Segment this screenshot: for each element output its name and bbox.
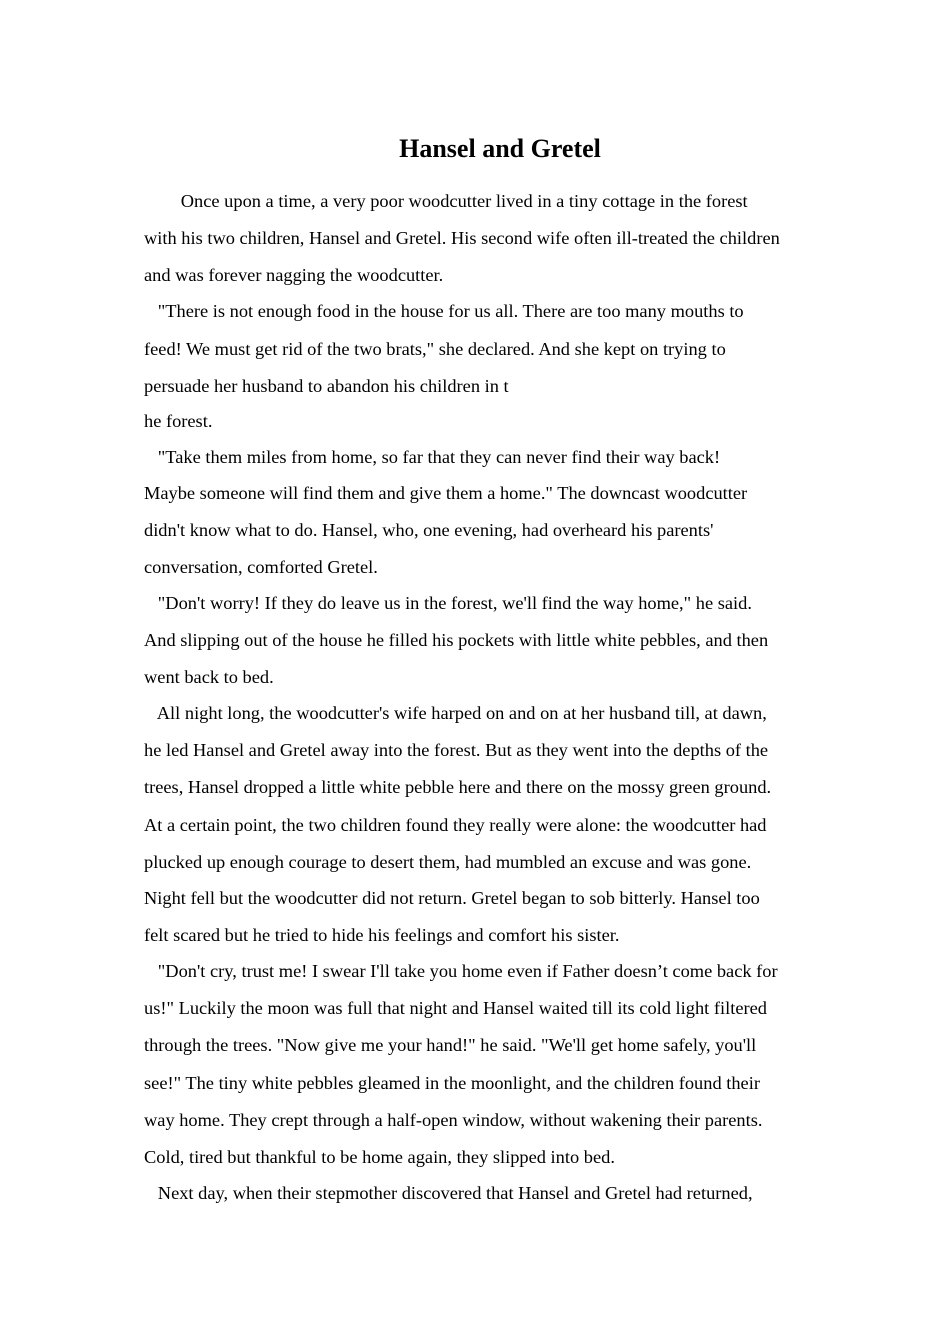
text-line: "Take them miles from home, so far that they can never find their way back!: [144, 447, 721, 467]
text-line: went back to bed.: [144, 667, 274, 687]
text-line: And slipping out of the house he filled his pockets with little white pebbles, and then: [144, 630, 769, 650]
text-line: At a certain point, the two children found they really were alone: the woodcutter had: [144, 815, 767, 835]
text-line: conversation, comforted Gretel.: [144, 557, 378, 577]
text-line: plucked up enough courage to desert them, had mumbled an excuse and was gone.: [144, 852, 752, 872]
text-line: trees, Hansel dropped a little white pebble here and there on the mossy green ground.: [144, 777, 772, 797]
text-line: felt scared but he tried to hide his feelings and comfort his sister.: [144, 925, 620, 945]
text-line: "There is not enough food in the house for us all. There are too many mouths to: [144, 301, 744, 321]
text-line: Next day, when their stepmother discovered that Hansel and Gretel had returned,: [144, 1183, 753, 1203]
text-line: Once upon a time, a very poor woodcutter lived in a tiny cottage in the forest: [144, 191, 748, 211]
document-title: Hansel and Gretel: [399, 134, 601, 163]
text-line: "Don't cry, trust me! I swear I'll take you home even if Father doesn’t come back for: [144, 961, 778, 981]
text-line: way home. They crept through a half-open window, without wakening their parents.: [144, 1110, 763, 1130]
text-line: All night long, the woodcutter's wife harped on and on at her husband till, at dawn,: [144, 703, 767, 723]
text-line: "Don't worry! If they do leave us in the forest, we'll find the way home," he said.: [144, 593, 752, 613]
text-line: with his two children, Hansel and Gretel. His second wife often ill-treated the children: [144, 228, 780, 248]
text-line: Maybe someone will find them and give them a home." The downcast woodcutter: [144, 483, 748, 503]
text-line: feed! We must get rid of the two brats," she declared. And she kept on trying to: [144, 339, 726, 359]
text-line: he led Hansel and Gretel away into the forest. But as they went into the depths of the: [144, 740, 769, 760]
text-line: Cold, tired but thankful to be home again, they slipped into bed.: [144, 1147, 615, 1167]
text-line: see!" The tiny white pebbles gleamed in the moonlight, and the children found their: [144, 1073, 760, 1093]
text-line: and was forever nagging the woodcutter.: [144, 265, 444, 285]
text-line: he forest.: [144, 411, 213, 431]
text-line: persuade her husband to abandon his children in t: [144, 376, 509, 396]
text-line: through the trees. "Now give me your hand!" he said. "We'll get home safely, you'll: [144, 1035, 757, 1055]
text-line: didn't know what to do. Hansel, who, one evening, had overheard his parents': [144, 520, 714, 540]
text-line: Night fell but the woodcutter did not return. Gretel began to sob bitterly. Hansel too: [144, 888, 760, 908]
text-line: us!" Luckily the moon was full that night and Hansel waited till its cold light filtered: [144, 998, 767, 1018]
